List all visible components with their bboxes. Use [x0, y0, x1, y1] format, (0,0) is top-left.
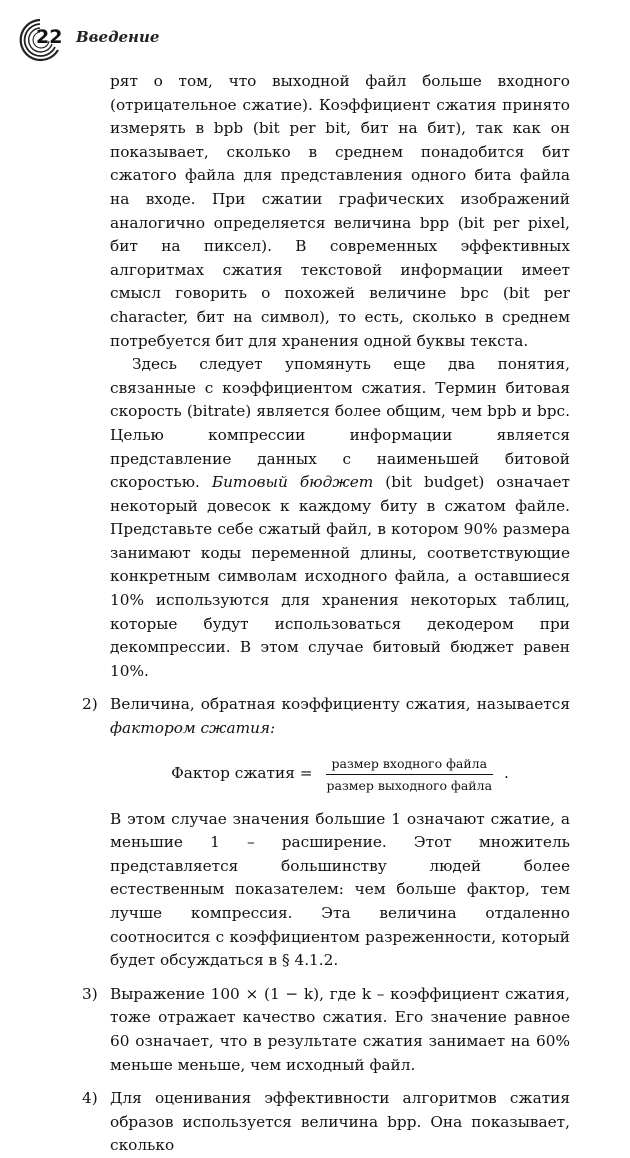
formula-denominator: размер выходного файла [326, 777, 493, 793]
paragraph-2-text-a: Здесь следует упомянуть еще два понятия, связанные с коэффициентом сжатия. Термин битовая скорость (bitrate) является более общим, чем bpb и bpc. Целью компрессии информации является представление данных с наименьшей битовой скоростью. [110, 355, 570, 492]
list-item-2-text-a: Величина, обратная коэффициенту сжатия, называется [110, 695, 570, 714]
list-item-4 [82, 1087, 570, 1158]
term-compression-factor: фактором сжатия: [110, 719, 276, 738]
paragraph-2 [110, 353, 570, 683]
formula-fraction [321, 755, 499, 794]
list-item-3-text: Выражение 100 × (1 − k), где k – коэффициент сжатия, тоже отражает качество сжатия. Его значение равное 60 означает, что в результате сжатия занимает на 60% меньше меньше, чем исходный файл. [110, 984, 570, 1074]
list-item-2 [82, 693, 570, 972]
list-item-4-text: Для оценивания эффективности алгоритмов сжатия образов используется величина bpp. Она показывает, сколько [110, 1089, 570, 1155]
page-body [82, 70, 570, 1158]
paragraph-2-text-b: (bit budget) означает некоторый довесок к каждому биту в сжатом файле. Представьте себе сжатый файл, в котором 90% размера занимают коды переменной длины, соответствующие конкретным символам исходного файла, а оставшиеся 10% используются для хранения некоторых таблиц, которые будут использоваться декодером при декомпрессии. В этом случае битовый бюджет равен 10%. [110, 473, 570, 680]
running-title: Введение [76, 28, 160, 46]
list-number: 2) [82, 695, 98, 714]
formula-numerator: размер входного файла [326, 755, 494, 775]
list-item-2-intro [110, 693, 570, 740]
term-bit-budget: Битовый бюджет [211, 473, 374, 492]
compression-factor-formula [110, 755, 570, 794]
list-item-3 [82, 983, 570, 1077]
formula-lhs: Фактор сжатия = [171, 764, 313, 783]
list-number: 4) [82, 1089, 98, 1108]
page-header [10, 14, 610, 64]
list-item-2-text-b: В этом случае значения большие 1 означают сжатие, а меньшие 1 – расширение. Этот множитель представляется большинству людей более естественным показателем: чем больше фактор, тем лучше компрессия. Эта величина отдаленно соотносится с коэффициентом разреженности, который будет обсуждаться в § 4.1.2. [110, 809, 570, 970]
list-number: 3) [82, 984, 98, 1003]
paragraph-1: рят о том, что выходной файл больше входного (отрицательное сжатие). Коэффициент сжатия принято измерять в bpb (bit per bit, бит на бит), так как он показывает, сколько в среднем понадобится бит сжатого файла для представления одного бита файла на входе. При сжатии графических изображений аналогично определяется величина bpp (bit per pixel, бит на пиксел). В современных эффективных алгоритмах сжатия текстовой информации имеет смысл говорить о похожей величине bpc (bit per character, бит на символ), то есть, сколько в среднем потребуется бит для хранения одной буквы текста. [110, 72, 570, 350]
formula-period: . [504, 764, 509, 783]
page-number: 22 [36, 26, 63, 48]
